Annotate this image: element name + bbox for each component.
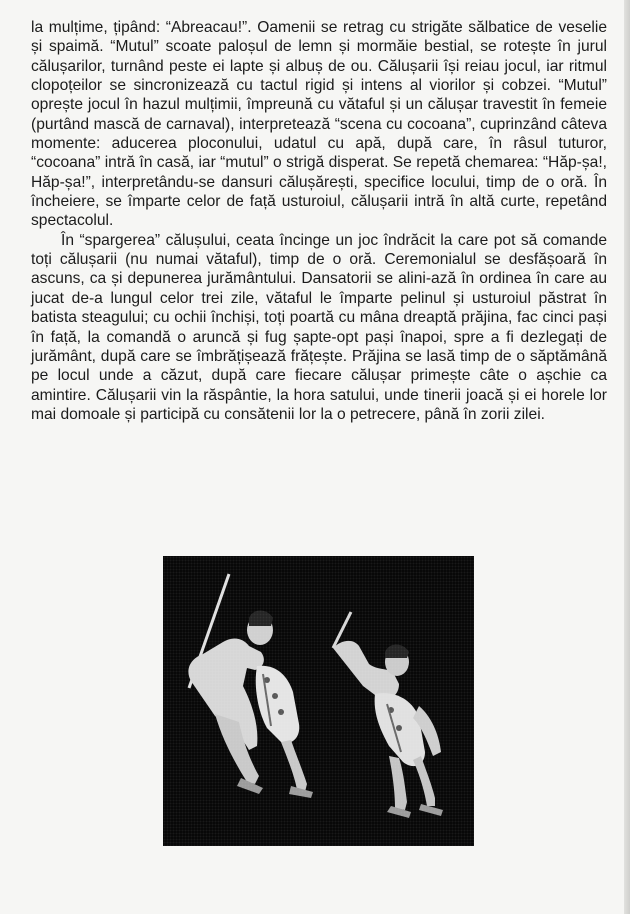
body-text [31,18,607,424]
dancers-illustration [163,556,474,846]
left-dancer-figure [188,574,313,798]
right-dancer-figure [333,612,443,818]
dancers-photo [163,556,474,846]
page-edge [624,0,630,914]
paragraph-1: la mulțime, țipând: “Abreacau!”. Oamenii se retrag cu strigăte sălbatice de veselie și spaimă. “Mutul” scoate paloșul de lemn și mormăie bestial, se rotește în jurul călușarilor, turnând peste ei lapte și albuș de ou. Călușarii își reiau jocul, iar ritmul clopoțeilor se sincronizează cu tactul rigid și intens al viorilor și cobzei. “Mutul” oprește jocul în hazul mulțimii, împreună cu vătaful și un călușar travestit în femeie (purtând mască de carnaval), interpretează “scena cu cocoana”, cuprinzând câteva momente: aducerea ploconului, udatul cu apă, după care, în râsul tuturor, “cocoana” intră în casă, iar “mutul” o strigă disperat. Se repetă chemarea: “Hăp-șa!, Hăp-șa!”, interpretându-se dansuri călușărești, specifice locului, timp de o oră. În încheiere, se împarte celor de față usturoiul, călușarii intră în altă curte, repetând spectacolul. [31,19,607,230]
paragraph-2: În “spargerea” călușului, ceata încinge un joc îndrăcit la care pot să comande toți călușarii (nu numai vătaful), timp de o oră. Ceremonialul se desfășoară în ascuns, ca și depunerea jurământului. Dansatorii se alini-ază în ordinea în care au jucat de-a lungul celor trei zile, vătaful le împarte pelinul și usturoiul păstrat în batista steagului; cu ochii închiși, toți poartă cu mâna dreaptă prăjina, fac cinci pași în față, la comandă o aruncă și fug șapte-opt pași înapoi, spre a fi dezlegați de jurământ, după care se îmbrățișează frățește. Prăjina se lasă timp de o săptămână pe locul unde a căzut, după care fiecare călușar primește câte o așchie ca amintire. Călușarii vin la răspântie, la hora satului, unde tinerii joacă și ei horele lor mai domoale și participă cu consătenii lor la o petrecere, până în zorii zilei. [31,231,607,423]
